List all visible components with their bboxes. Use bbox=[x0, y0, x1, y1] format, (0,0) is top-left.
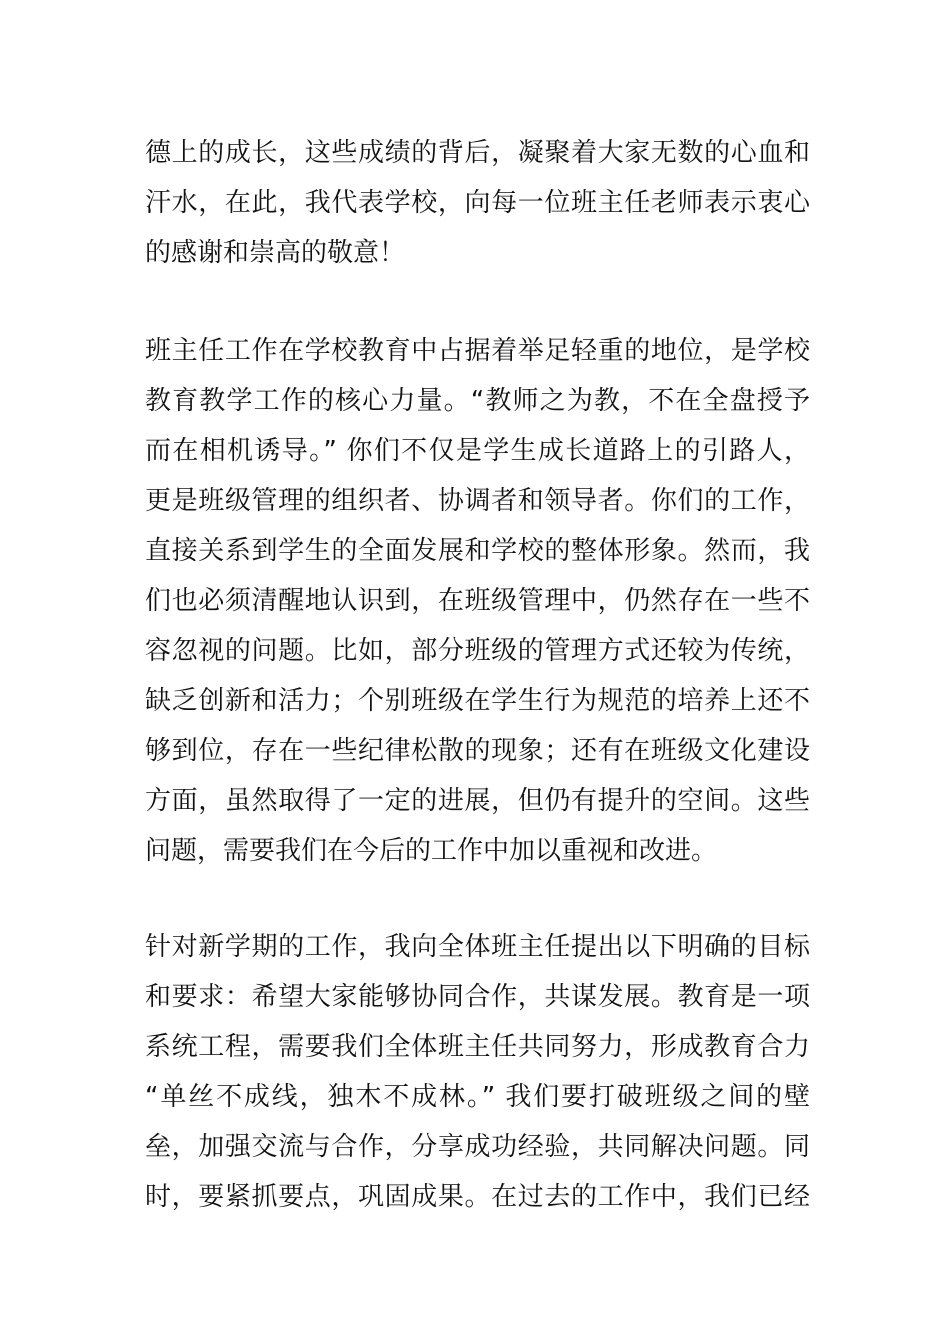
text-line: 汗水，在此，我代表学校，向每一位班主任老师表示衷心 bbox=[145, 188, 810, 218]
text-line: 缺乏创新和活力；个别班级在学生行为规范的培养上还不 bbox=[145, 686, 810, 716]
text-line: 而在相机诱导。” 你们不仅是学生成长道路上的引路人， bbox=[145, 436, 810, 466]
text-line: 德上的成长，这些成绩的背后，凝聚着大家无数的心血和 bbox=[145, 138, 810, 168]
text-line: 方面，虽然取得了一定的进展，但仍有提升的空间。这些 bbox=[145, 786, 810, 816]
text-line: 直接关系到学生的全面发展和学校的整体形象。然而，我 bbox=[145, 536, 810, 566]
paragraph-2 bbox=[145, 326, 810, 876]
paragraph-1 bbox=[145, 128, 810, 278]
text-line: 班主任工作在学校教育中占据着举足轻重的地位，是学校 bbox=[145, 336, 810, 366]
text-line: 和要求：希望大家能够协同合作，共谋发展。教育是一项 bbox=[145, 982, 810, 1012]
text-line: “单丝不成线，独木不成林。” 我们要打破班级之间的壁 bbox=[145, 1082, 810, 1112]
text-line: 够到位，存在一些纪律松散的现象；还有在班级文化建设 bbox=[145, 736, 810, 766]
paragraph-3 bbox=[145, 922, 810, 1222]
text-line: 容忽视的问题。比如，部分班级的管理方式还较为传统， bbox=[145, 636, 810, 666]
text-line: 针对新学期的工作，我向全体班主任提出以下明确的目标 bbox=[145, 932, 810, 962]
text-line: 系统工程，需要我们全体班主任共同努力，形成教育合力 bbox=[145, 1032, 810, 1062]
text-line: 的感谢和崇高的敬意！ bbox=[145, 238, 406, 268]
text-line: 们也必须清醒地认识到，在班级管理中，仍然存在一些不 bbox=[145, 586, 810, 616]
text-line: 问题，需要我们在今后的工作中加以重视和改进。 bbox=[145, 836, 718, 866]
text-line: 时，要紧抓要点，巩固成果。在过去的工作中，我们已经 bbox=[145, 1182, 810, 1212]
text-line: 垒，加强交流与合作，分享成功经验，共同解决问题。同 bbox=[145, 1132, 810, 1162]
text-line: 教育教学工作的核心力量。“教师之为教，不在全盘授予 bbox=[145, 386, 810, 416]
text-line: 更是班级管理的组织者、协调者和领导者。你们的工作， bbox=[145, 486, 810, 516]
